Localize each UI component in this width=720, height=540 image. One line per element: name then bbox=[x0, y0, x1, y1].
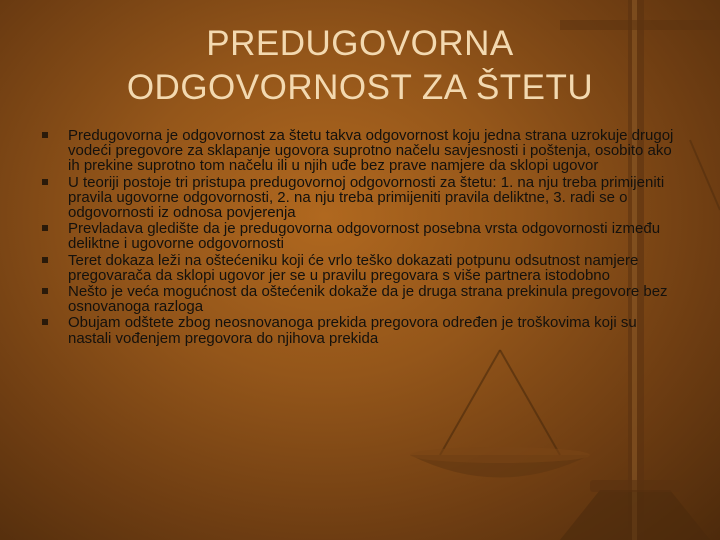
title-line-1: PREDUGOVORNA bbox=[206, 24, 514, 63]
bullet-item bbox=[42, 253, 682, 283]
bullet-text: U teoriji postoje tri pristupa predugovornoj odgovornosti za štetu: 1. na nju treba primijeniti pravila ugovorne odgovornosti, 2. na nju treba primijeniti pravila deliktne, 3. radi se o odgovornosti iz odnosa povjerenja bbox=[68, 173, 665, 222]
bullet-text: Prevladava gledište da je predugovorna odgovornost posebna vrsta odgovornosti između deliktne i ugovorne odgovornosti bbox=[68, 220, 661, 253]
square-bullet-icon bbox=[42, 288, 48, 294]
bullet-item bbox=[42, 315, 682, 345]
bullet-list bbox=[42, 128, 682, 347]
title-line-2: ODGOVORNOST ZA ŠTETU bbox=[126, 68, 594, 107]
bullet-item bbox=[42, 128, 682, 174]
slide-title bbox=[60, 22, 660, 110]
bullet-text: Teret dokaza leži na oštećeniku koji će vrlo teško dokazati potpunu odsutnost namjere pregovarača da sklopi ugovor jer se u pravilu pregovara s više partnera istodobno bbox=[68, 251, 639, 284]
square-bullet-icon bbox=[42, 132, 48, 138]
square-bullet-icon bbox=[42, 319, 48, 325]
bullet-item bbox=[42, 175, 682, 221]
square-bullet-icon bbox=[42, 257, 48, 263]
square-bullet-icon bbox=[42, 225, 48, 231]
bullet-text: Nešto je veća mogućnost da oštećenik dokaže da je druga strana prekinula pregovore bez osnovanoga razloga bbox=[68, 283, 668, 316]
bullet-text: Predugovorna je odgovornost za štetu takva odgovornost koju jedna strana uzrokuje drugoj vodeći pregovore za sklapanje ugovora suprotno načelu savjesnosti i poštenja, osobito ako ih prekine suprotno tom načelu ili u njih uđe bez prave namjere da sklopi ugovor bbox=[68, 127, 674, 175]
square-bullet-icon bbox=[42, 179, 48, 185]
bullet-text: Obujam odštete zbog neosnovanoga prekida pregovora određen je troškovima koji su nastali vođenjem pregovora do njihova prekida bbox=[68, 314, 637, 347]
bullet-item bbox=[42, 221, 682, 251]
bullet-item bbox=[42, 284, 682, 314]
